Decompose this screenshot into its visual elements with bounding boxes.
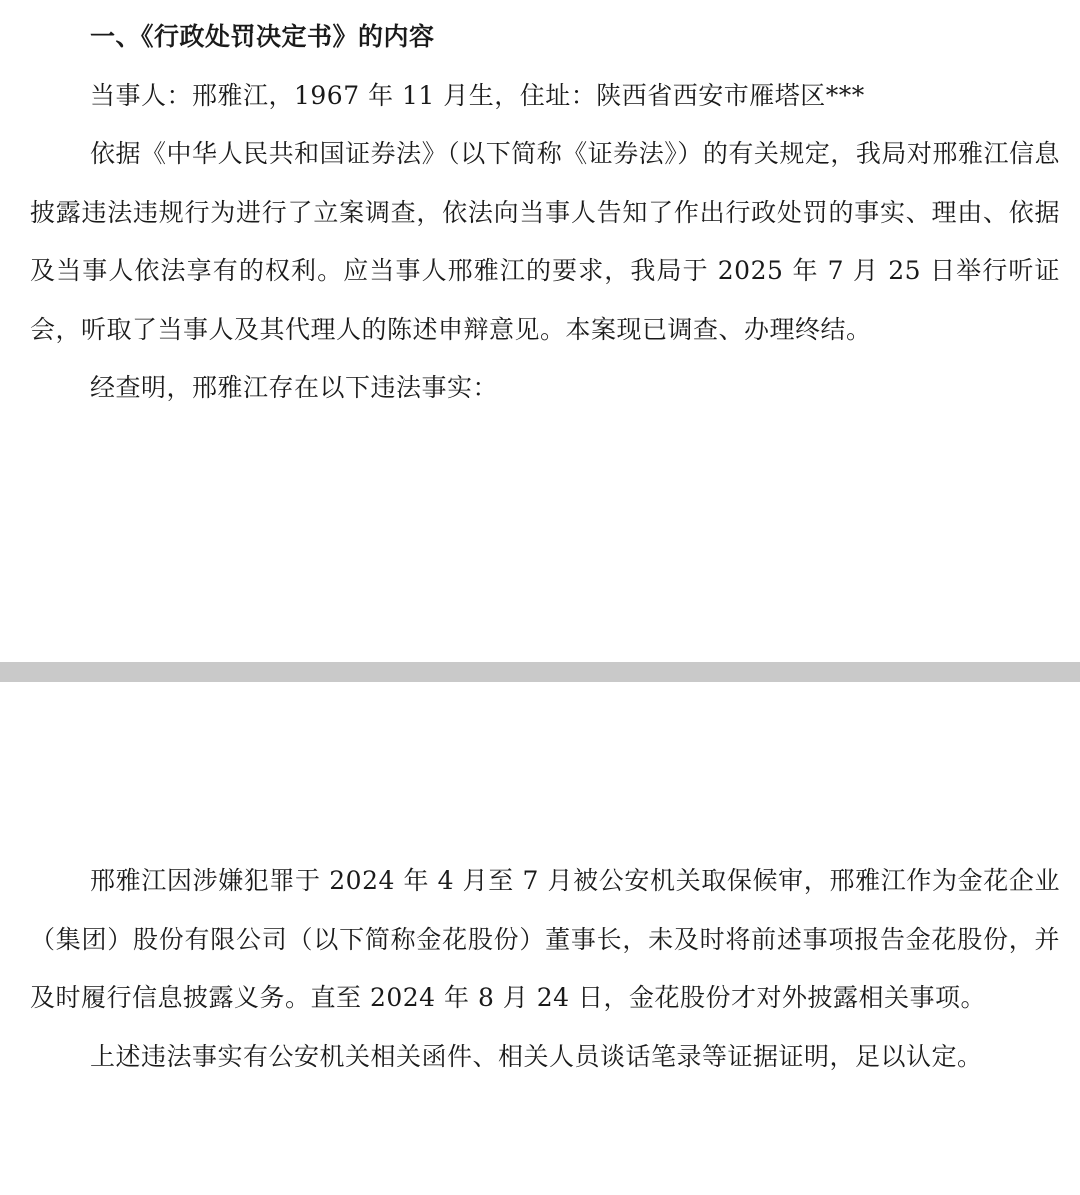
basis-paragraph: 依据《中华人民共和国证券法》（以下简称《证券法》）的有关规定，我局对邢雅江信息披露违法违规行为进行了立案调查，依法向当事人告知了作出行政处罚的事实、理由、依据及当事人依法享有的权利。应当事人邢雅江的要求，我局于 2025 年 7 月 25 日举行听证会，听取了当事人及其代理人的陈述申辩意见。本案现已调查、办理终结。 bbox=[30, 139, 1060, 344]
page-top-content bbox=[30, 8, 1060, 418]
fact-paragraph: 邢雅江因涉嫌犯罪于 2024 年 4 月至 7 月被公安机关取保候审，邢雅江作为金花企业（集团）股份有限公司（以下简称金花股份）董事长，未及时将前述事项报告金花股份，并及时履行信息披露义务。直至 2024 年 8 月 24 日，金花股份才对外披露相关事项。 bbox=[30, 866, 1060, 1012]
document-page-bottom bbox=[0, 682, 1080, 1195]
evidence-paragraph: 上述违法事实有公安机关相关函件、相关人员谈话笔录等证据证明，足以认定。 bbox=[90, 1041, 983, 1071]
page-bottom-content bbox=[30, 852, 1060, 1086]
party-info-paragraph: 当事人：邢雅江，1967 年 11 月生，住址：陕西省西安市雁塔区*** bbox=[90, 80, 865, 110]
finding-intro-paragraph: 经查明，邢雅江存在以下违法事实： bbox=[90, 373, 499, 402]
section-heading: 一、《行政处罚决定书》的内容 bbox=[90, 22, 435, 51]
page-separator bbox=[0, 662, 1080, 682]
